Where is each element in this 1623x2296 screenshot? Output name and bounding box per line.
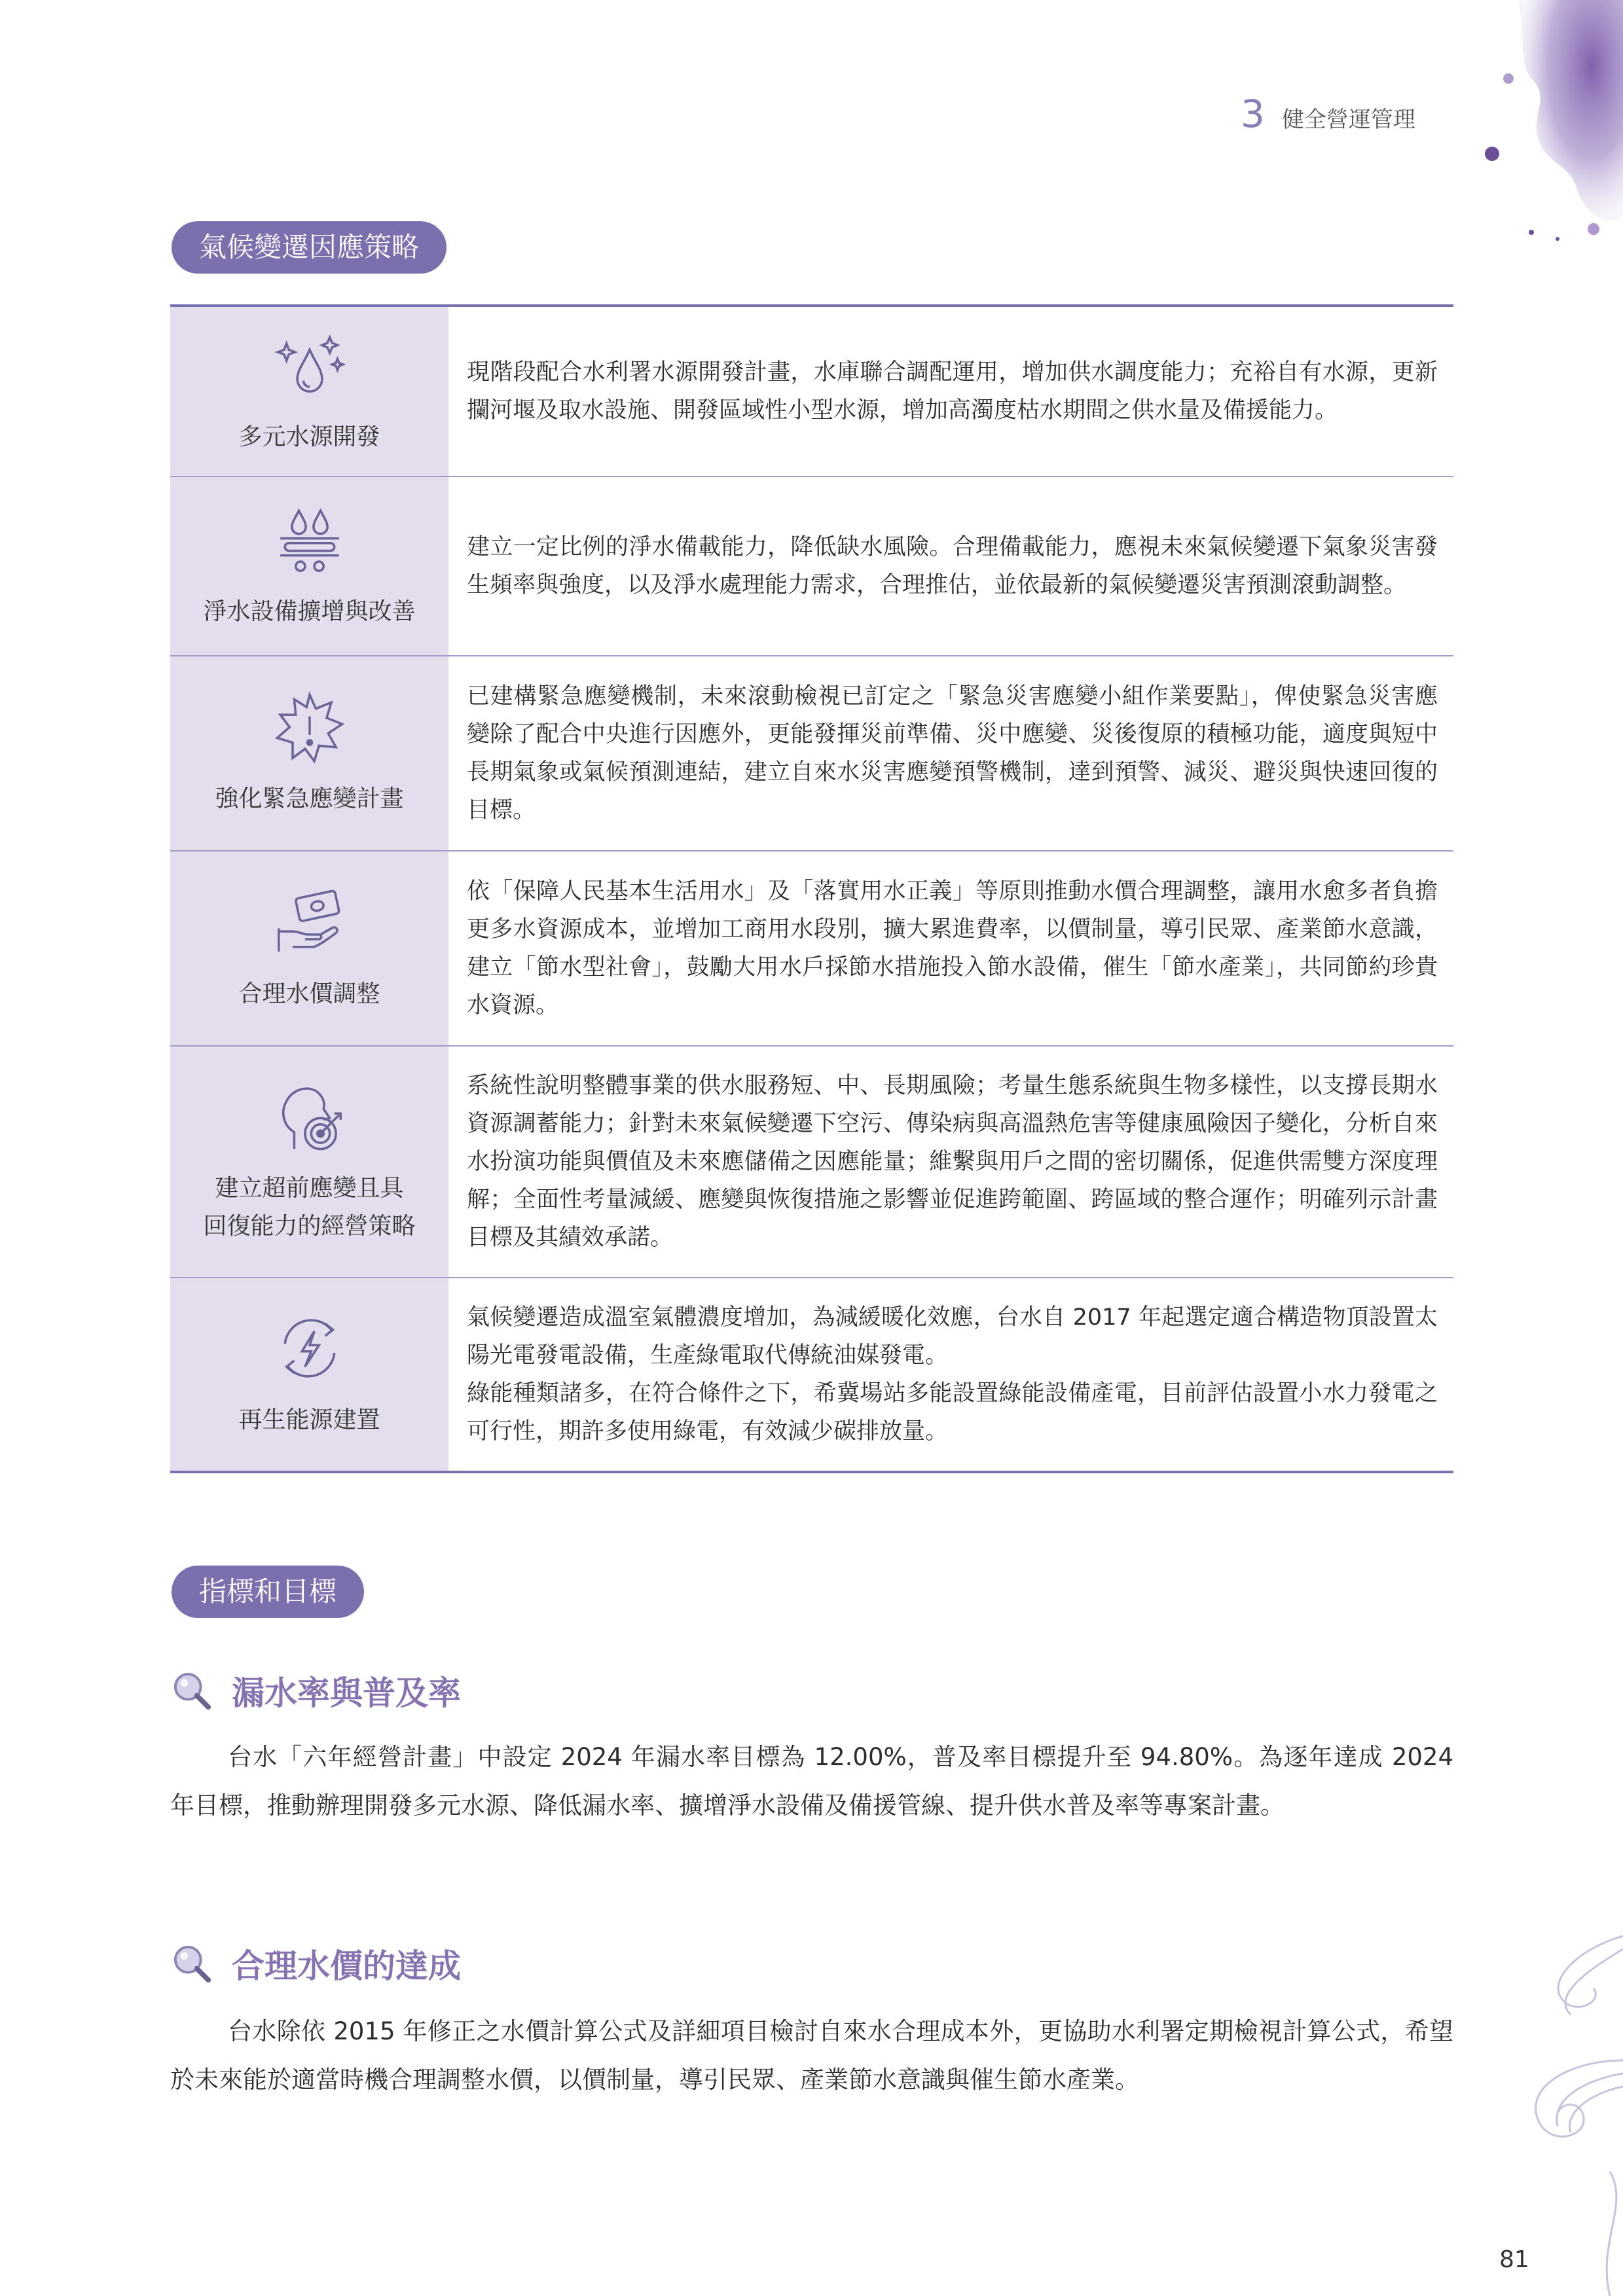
strategy-label: 建立超前應變且具 回復能力的經營策略	[203, 1175, 416, 1240]
table-row	[170, 850, 1453, 1045]
strategy-label-cell	[170, 477, 448, 655]
page-number: 81	[1499, 2246, 1529, 2273]
magnifier-icon	[172, 1943, 212, 1984]
renewable-energy-icon	[271, 1310, 348, 1387]
table-row	[170, 655, 1453, 850]
strategy-label-cell	[170, 1278, 448, 1471]
swirl-decoration	[1479, 1929, 1623, 2296]
strategy-label: 淨水設備擴增與改善	[203, 598, 416, 625]
water-filter-icon	[271, 501, 348, 579]
strategy-description	[448, 1047, 1453, 1277]
strategy-label: 強化緊急應變計畫	[215, 785, 404, 812]
subsection-heading	[172, 1667, 461, 1714]
table-row	[170, 1045, 1453, 1277]
emergency-alert-icon	[271, 689, 348, 766]
description-paragraph: 現階段配合水利署水源開發計畫，水庫聯合調配運用，增加供水調度能力；充裕自有水源，更新攔河堰及取水設施、開發區域性小型水源，增加高濁度枯水期間之供水量及備援能力。	[467, 359, 1438, 423]
chapter-title: 健全營運管理	[1281, 107, 1415, 133]
strategy-description	[448, 1278, 1453, 1471]
table-row	[170, 307, 1453, 476]
magnifier-icon	[172, 1670, 212, 1711]
water-drops-sparkle-icon	[271, 327, 348, 404]
strategy-label-cell	[170, 852, 448, 1045]
strategy-label: 合理水價調整	[238, 980, 380, 1007]
table-row	[170, 476, 1453, 655]
strategy-table	[170, 304, 1453, 1473]
strategy-label-cell	[170, 1047, 448, 1277]
table-row	[170, 1277, 1453, 1471]
watercolor-decoration	[1479, 0, 1623, 249]
subsection-body: 台水「六年經營計畫」中設定 2024 年漏水率目標為 12.00%，普及率目標提升至 94.80%。為逐年達成 2024 年目標，推動辦理開發多元水源、降低漏水率、擴增淨水設備及備援管線、提升供水普及率等專案計畫。	[170, 1743, 1453, 1820]
strategy-label: 再生能源建置	[238, 1407, 380, 1433]
strategy-description	[448, 656, 1453, 850]
description-paragraph: 綠能種類諸多，在符合條件之下，希冀場站多能設置綠能設備產電，目前評估設置小水力發電之可行性，期許多使用綠電，有效減少碳排放量。	[467, 1380, 1438, 1444]
section-title-climate-strategy: 氣候變遷因應策略	[172, 221, 447, 274]
description-paragraph: 已建構緊急應變機制，未來滾動檢視已訂定之「緊急災害應變小組作業要點」，俾使緊急災害應變除了配合中央進行因應外，更能發揮災前準備、災中應變、災後復原的積極功能，適度與短中長期氣象或氣候預測連結，建立自來水災害應變預警機制，達到預警、減災、避災與快速回復的目標。	[467, 683, 1438, 823]
strategy-label: 多元水源開發	[238, 423, 380, 450]
description-paragraph: 建立一定比例的淨水備載能力，降低缺水風險。合理備載能力，應視未來氣候變遷下氣象災害發生頻率與強度，以及淨水處理能力需求，合理推估，並依最新的氣候變遷災害預測滾動調整。	[467, 534, 1438, 598]
description-paragraph: 氣候變遷造成溫室氣體濃度增加，為減緩暖化效應，台水自 2017 年起選定適合構造物頂設置太陽光電發電設備，生產綠電取代傳統油媒發電。	[467, 1304, 1438, 1369]
subsection-title: 漏水率與普及率	[232, 1674, 461, 1712]
subsection-body: 台水除依 2015 年修正之水價計算公式及詳細項目檢討自來水合理成本外，更協助水利署定期檢視計算公式，希望於未來能於適當時機合理調整水價，以價制量，導引民眾、產業節水意識與催生節水產業。	[170, 2017, 1453, 2094]
description-paragraph: 依「保障人民基本生活用水」及「落實用水正義」等原則推動水價合理調整，讓用水愈多者負擔更多水資源成本，並增加工商用水段別，擴大累進費率，以價制量，導引民眾、產業節水意識，建立「節水型社會」，鼓勵大用水戶採節水措施投入節水設備，催生「節水產業」，共同節約珍貴水資源。	[467, 878, 1438, 1018]
strategy-label-cell	[170, 656, 448, 850]
strategy-label-cell	[170, 307, 448, 476]
section-title-metrics: 指標和目標	[172, 1566, 364, 1618]
description-paragraph: 系統性說明整體事業的供水服務短、中、長期風險；考量生態系統與生物多樣性，以支撐長期水資源調蓄能力；針對未來氣候變遷下空污、傳染病與高溫熱危害等健康風險因子變化，分析自來水扮演功能與價值及未來應儲備之因應能量；維繫與用戶之間的密切關係，促進供需雙方深度理解；全面性考量減緩、應變與恢復措施之影響並促進跨範圍、跨區域的整合運作；明確列示計畫目標及其績效承諾。	[467, 1073, 1438, 1251]
strategy-target-icon	[271, 1078, 348, 1155]
chapter-number: 3	[1241, 92, 1265, 136]
subsection-title: 合理水價的達成	[232, 1947, 461, 1985]
subsection-heading	[172, 1940, 461, 1987]
strategy-description	[448, 477, 1453, 655]
hand-money-icon	[271, 884, 348, 961]
strategy-description	[448, 307, 1453, 476]
chapter-header	[1241, 92, 1415, 136]
strategy-description	[448, 852, 1453, 1045]
